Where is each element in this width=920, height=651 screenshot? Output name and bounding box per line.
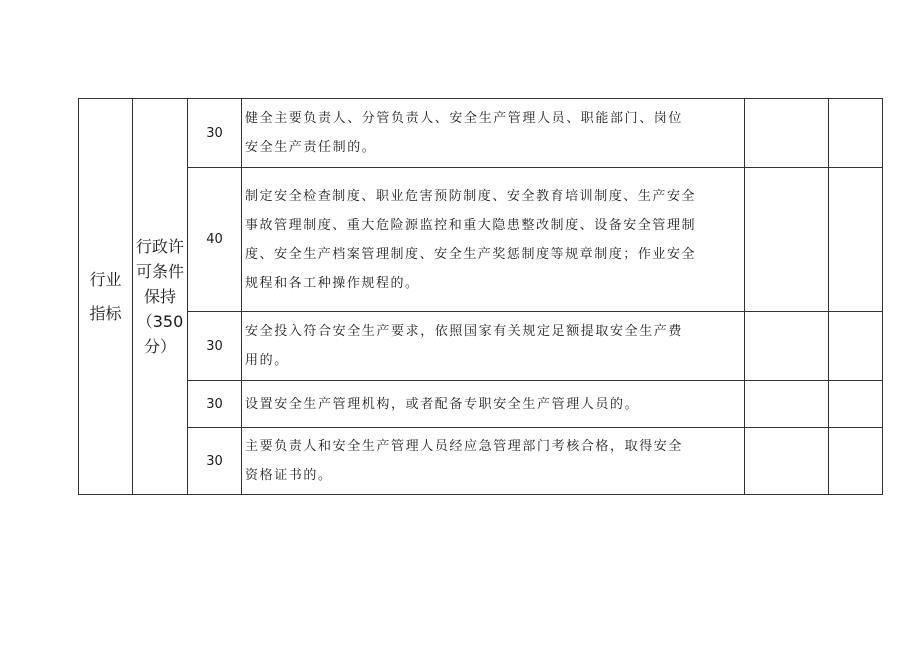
requirement-cell [242,99,745,168]
table-row [79,99,883,168]
category-level2-line: 可条件 [135,262,184,281]
requirement-line: 健全主要负责人、分管负责人、安全生产管理人员、职能部门、岗位 [245,111,684,126]
requirement-line: 用的。 [245,353,289,368]
blank-cell [745,428,829,495]
blank-cell [745,381,829,428]
requirement-line: 资格证书的。 [245,468,333,483]
category-level2-line: （350 [136,312,184,331]
score-cell: 30 [188,428,242,495]
category-level1-cell [79,99,133,495]
table-row [79,168,883,312]
requirement-cell [242,312,745,381]
score-cell: 30 [188,99,242,168]
score-cell: 30 [188,312,242,381]
requirement-cell [242,381,745,428]
blank-cell [829,428,883,495]
evaluation-table [78,98,883,495]
blank-cell [829,381,883,428]
requirement-line: 事故管理制度、重大危险源监控和重大隐患整改制度、设备安全管理制 [245,217,697,233]
category-level2-line: 行政许 [135,237,184,256]
score-cell: 30 [188,381,242,428]
blank-cell [745,99,829,168]
requirement-line: 安全生产责任制的。 [245,140,377,155]
category-level2-line: 保持 [143,287,176,306]
score-cell: 40 [188,168,242,312]
blank-cell [829,168,883,312]
category-level1-line: 指标 [89,303,122,323]
requirement-line: 设置安全生产管理机构，或者配备专职安全生产管理人员的。 [245,396,640,412]
requirement-cell [242,428,745,495]
requirement-line: 主要负责人和安全生产管理人员经应急管理部门考核合格，取得安全 [245,439,684,454]
table-row [79,428,883,495]
category-level2-cell [133,99,188,495]
category-level1-line: 行业 [89,269,122,289]
table-row [79,312,883,381]
blank-cell [829,99,883,168]
blank-cell [745,312,829,381]
category-level2-line: 分） [143,337,176,356]
requirement-cell [242,168,745,312]
table-row [79,381,883,428]
requirement-line: 度、安全生产档案管理制度、安全生产奖惩制度等规章制度；作业安全 [245,246,697,262]
requirement-line: 安全投入符合安全生产要求，依照国家有关规定足额提取安全生产费 [245,324,684,339]
requirement-line: 制定安全检查制度、职业危害预防制度、安全教育培训制度、生产安全 [245,188,697,204]
blank-cell [829,312,883,381]
blank-cell [745,168,829,312]
requirement-line: 规程和各工种操作规程的。 [245,275,420,291]
